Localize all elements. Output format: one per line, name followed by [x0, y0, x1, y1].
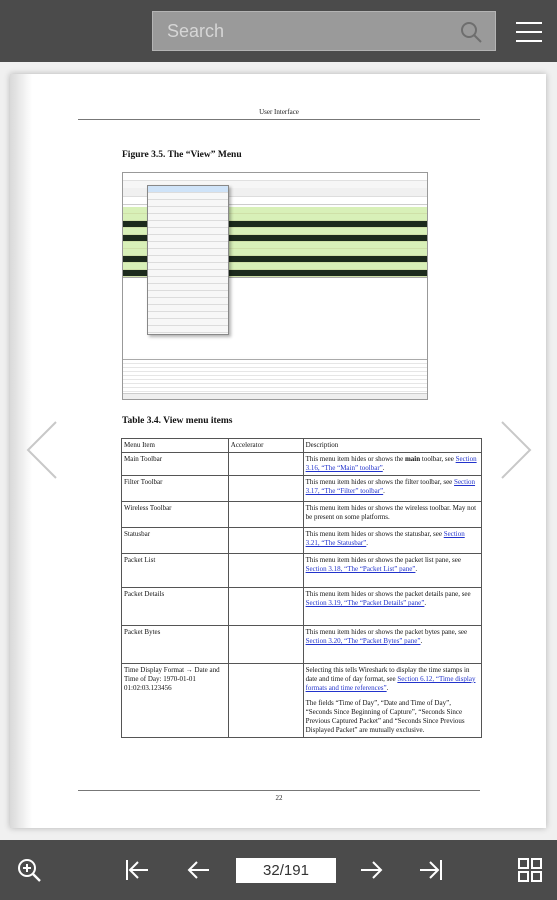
footer-rule: [78, 790, 480, 791]
section-link[interactable]: Section 3.17, “The “Filter” toolbar”: [305, 478, 476, 495]
header-rule: [78, 119, 480, 120]
section-link[interactable]: Section 3.18, “The “Packet List” pane”: [305, 565, 416, 573]
bottom-navigation-bar: [0, 840, 557, 900]
last-page-icon[interactable]: [418, 857, 444, 883]
table-row: Main Toolbar This menu item hides or shows the main toolbar, see Section 3.16, “The “Main” toolbar”.: [122, 453, 482, 476]
table-row: Time Display Format → Date and Time of Day: 1970-01-01 01:02:03.123456 Selecting this tells Wireshark to display the time stamps in date and time of day format, see Section 6.12, “Time display formats and time references”. The fields “Time of Day”, “Date and Time of Day”, “Seconds Since Beginning of Capture”, “Seconds Since Previous Captured Packet” and “Seconds Since Previous Displayed Packet” are mutually exclusive.: [122, 664, 482, 738]
page-number-field[interactable]: [236, 858, 336, 883]
screenshot-titlebar: [123, 173, 427, 181]
header-description: Description: [303, 439, 481, 453]
running-header: User Interface: [259, 108, 299, 116]
next-page-chevron-icon[interactable]: [496, 418, 536, 482]
document-viewer: [0, 62, 557, 840]
table-row: Wireless Toolbar This menu item hides or shows the wireless toolbar. May not be present on some platforms.: [122, 502, 482, 528]
search-box[interactable]: [152, 11, 496, 51]
arrow-left-icon[interactable]: [186, 857, 212, 883]
grid-view-icon[interactable]: [517, 857, 543, 883]
first-page-icon[interactable]: [124, 857, 150, 883]
section-link[interactable]: Section 3.16, “The “Main” toolbar”: [305, 455, 477, 472]
mutual-exclusion-note: The fields “Time of Day”, “Date and Time of Day”, “Seconds Since Beginning of Capture”, “Seconds Since Previous Captured Packet” and “Seconds Since Previous Displayed Packet” are mutually exclusive.: [305, 699, 465, 734]
section-link[interactable]: Section 6.12, “Time display formats and time references”: [305, 675, 476, 692]
header-menu-item: Menu Item: [122, 439, 229, 453]
table-header-row: [122, 439, 482, 453]
header-accelerator: Accelerator: [228, 439, 303, 453]
search-icon[interactable]: [459, 20, 483, 44]
top-toolbar: [0, 0, 557, 62]
printed-page-number: 22: [275, 794, 283, 802]
section-link[interactable]: Section 3.19, “The “Packet Details” pane”: [305, 599, 425, 607]
screenshot-packet-bytes: [123, 359, 428, 395]
table-row: Statusbar This menu item hides or shows the statusbar, see Section 3.21, “The Statusbar”.: [122, 528, 482, 554]
table-caption: Table 3.4. View menu items: [122, 416, 233, 426]
hamburger-menu-icon[interactable]: [514, 20, 544, 44]
table-row: Filter Toolbar This menu item hides or shows the filter toolbar, see Section 3.17, “The “Filter” toolbar”.: [122, 476, 482, 502]
table-row: Packet List This menu item hides or shows the packet list pane, see Section 3.18, “The “Packet List” pane”.: [122, 554, 482, 588]
screenshot-view-dropdown: [147, 185, 229, 335]
zoom-in-icon[interactable]: [16, 857, 42, 883]
section-link[interactable]: Section 3.20, “The “Packet Bytes” pane”: [305, 637, 421, 645]
screenshot-statusbar: [123, 393, 428, 399]
view-menu-screenshot: [122, 172, 428, 400]
view-menu-table: [121, 438, 482, 738]
document-page: [10, 74, 546, 828]
arrow-right-icon[interactable]: [358, 857, 384, 883]
table-row: Packet Bytes This menu item hides or shows the packet bytes pane, see Section 3.20, “The “Packet Bytes” pane”.: [122, 626, 482, 664]
figure-caption: Figure 3.5. The “View” Menu: [122, 150, 242, 160]
previous-page-chevron-icon[interactable]: [22, 418, 62, 482]
section-link[interactable]: Section 3.21, “The Statusbar”: [305, 530, 465, 547]
table-row: Packet Details This menu item hides or shows the packet details pane, see Section 3.19, “The “Packet Details” pane”.: [122, 588, 482, 626]
search-input[interactable]: [153, 12, 453, 50]
